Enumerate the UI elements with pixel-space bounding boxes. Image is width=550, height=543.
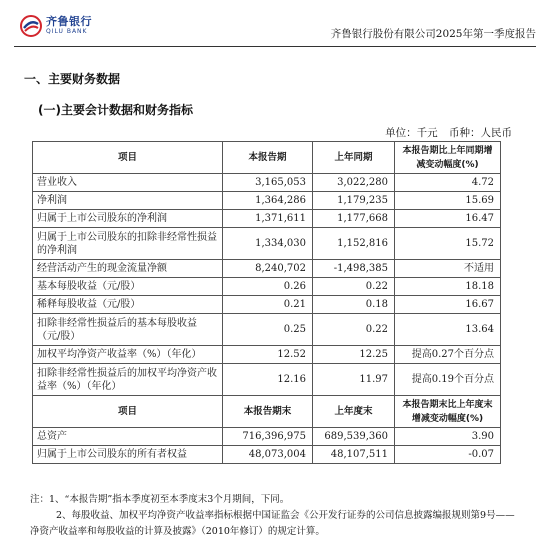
cell-value: 48,107,511	[313, 446, 395, 464]
cell-value: 0.21	[223, 296, 313, 314]
cell-value: 1,364,286	[223, 192, 313, 210]
cell-value: 1,371,611	[223, 210, 313, 228]
row-label: 加权平均净资产收益率（%）（年化）	[33, 346, 223, 364]
table-row	[33, 428, 501, 446]
page-header	[14, 8, 536, 47]
header-change-rate: 本报告期比上年同期增减变动幅度(%)	[395, 142, 501, 174]
row-label: 稀释每股收益（元/股）	[33, 296, 223, 314]
row-label: 营业收入	[33, 174, 223, 192]
row-label: 经营活动产生的现金流量净额	[33, 260, 223, 278]
cell-value: 18.18	[395, 278, 501, 296]
cell-value: 16.67	[395, 296, 501, 314]
cell-value: 提高0.19个百分点	[395, 364, 501, 396]
row-label: 净利润	[33, 192, 223, 210]
table-subheader-row	[33, 396, 501, 428]
section-title: 一、主要财务数据	[24, 72, 121, 86]
cell-value: 1,177,668	[313, 210, 395, 228]
table-row	[33, 278, 501, 296]
note-2: 2、每股收益、加权平均净资产收益率指标根据中国证监会《公开发行证券的公司信息披露编报规则第9号——净资产收益率和每股收益的计算及披露》（2010年修订）的规定计算。	[30, 510, 515, 537]
cell-value: 689,539,360	[313, 428, 395, 446]
cell-value: 1,179,235	[313, 192, 395, 210]
report-header-title: 齐鲁银行股份有限公司2025年第一季度报告	[330, 28, 536, 40]
row-label: 归属于上市公司股东的净利润	[33, 210, 223, 228]
cell-value: 3,165,053	[223, 174, 313, 192]
row-label: 基本每股收益（元/股）	[33, 278, 223, 296]
cell-value: 12.16	[223, 364, 313, 396]
header-item: 项目	[33, 396, 223, 428]
cell-value: 不适用	[395, 260, 501, 278]
table-header-row	[33, 142, 501, 174]
table-row	[33, 260, 501, 278]
cell-value: 16.47	[395, 210, 501, 228]
header-change-rate: 本报告期末比上年度末增减变动幅度(%)	[395, 396, 501, 428]
table-row	[33, 210, 501, 228]
table-notes	[30, 492, 520, 540]
cell-value: 12.25	[313, 346, 395, 364]
table-row	[33, 296, 501, 314]
cell-value: 1,334,030	[223, 228, 313, 260]
financial-data-table	[32, 141, 501, 464]
cell-value: 1,152,816	[313, 228, 395, 260]
table-row	[33, 364, 501, 396]
cell-value: 13.64	[395, 314, 501, 346]
cell-value: 提高0.27个百分点	[395, 346, 501, 364]
row-label: 总资产	[33, 428, 223, 446]
header-item: 项目	[33, 142, 223, 174]
table-row	[33, 446, 501, 464]
unit-label: 单位：千元	[385, 127, 438, 139]
cell-value: 0.25	[223, 314, 313, 346]
row-label: 归属于上市公司股东的扣除非经常性损益的净利润	[33, 228, 223, 260]
table-row	[33, 314, 501, 346]
cell-value: 0.22	[313, 278, 395, 296]
table-row	[33, 192, 501, 210]
cell-value: 15.69	[395, 192, 501, 210]
logo-chinese-name: 齐鲁银行	[46, 15, 92, 28]
cell-value: 3.90	[395, 428, 501, 446]
subsection-title: (一)主要会计数据和财务指标	[38, 103, 193, 117]
cell-value: 12.52	[223, 346, 313, 364]
table-row	[33, 174, 501, 192]
cell-value: 716,396,975	[223, 428, 313, 446]
header-period-end: 本报告期末	[223, 396, 313, 428]
bank-logo-icon	[20, 15, 42, 37]
cell-value: 8,240,702	[223, 260, 313, 278]
header-prior-year-end: 上年度末	[313, 396, 395, 428]
row-label: 归属于上市公司股东的所有者权益	[33, 446, 223, 464]
cell-value: 0.18	[313, 296, 395, 314]
row-label: 扣除非经常性损益后的加权平均净资产收益率（%）（年化）	[33, 364, 223, 396]
row-label: 扣除非经常性损益后的基本每股收益（元/股）	[33, 314, 223, 346]
cell-value: 0.22	[313, 314, 395, 346]
logo-english-name: QILU BANK	[46, 28, 88, 35]
cell-value: 4.72	[395, 174, 501, 192]
cell-value: 0.26	[223, 278, 313, 296]
cell-value: 3,022,280	[313, 174, 395, 192]
cell-value: -1,498,385	[313, 260, 395, 278]
bank-logo	[20, 13, 130, 41]
table-row	[33, 228, 501, 260]
header-current-period: 本报告期	[223, 142, 313, 174]
cell-value: 11.97	[313, 364, 395, 396]
currency-label: 币种：人民币	[449, 127, 512, 139]
header-prior-period: 上年同期	[313, 142, 395, 174]
cell-value: 48,073,004	[223, 446, 313, 464]
cell-value: -0.07	[395, 446, 501, 464]
note-1: 注：1、“本报告期”指本季度初至本季度末3个月期间，下同。	[30, 494, 290, 505]
unit-line	[377, 125, 512, 140]
cell-value: 15.72	[395, 228, 501, 260]
table-row	[33, 346, 501, 364]
